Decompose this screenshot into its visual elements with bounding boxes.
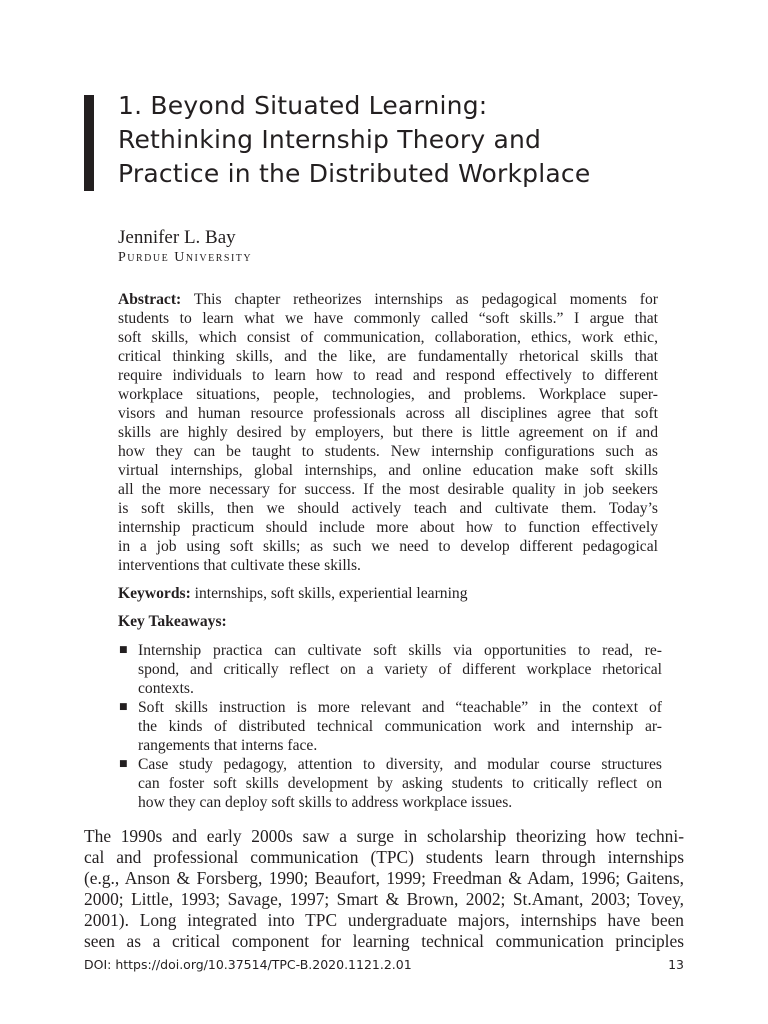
abstract-line: soft skills, which consist of communication, collaboration, ethics, work ethic, [118, 329, 658, 346]
takeaway-item-3-line: Case study pedagogy, attention to diversity, and modular course structures [138, 756, 662, 773]
bullet-icon: ■ [119, 702, 128, 712]
keywords-line [118, 584, 658, 603]
abstract-line: is soft skills, then we should actively teach and cultivate them. Today’s [118, 500, 658, 517]
bullet-icon: ■ [119, 645, 128, 655]
bullet-icon: ■ [119, 759, 128, 769]
takeaway-item-1-line: spond, and critically reflect on a variety of different workplace rhetorical [138, 661, 662, 678]
abstract-line: virtual internships, global internships, and online education make soft skills [118, 462, 658, 479]
body-text-line: 2000; Little, 1993; Savage, 1997; Smart & Brown, 2002; St.Amant, 2003; Tovey, [84, 889, 684, 909]
takeaway-item-3-line: can foster soft skills development by asking students to critically reflect on [138, 775, 662, 792]
takeaway-item-3-line: how they can deploy soft skills to address workplace issues. [138, 794, 513, 811]
abstract-line: how they can be taught to students. New internship configurations such as [118, 443, 658, 460]
abstract-line [118, 290, 658, 309]
takeaway-item-1-line: Internship practica can cultivate soft skills via opportunities to read, re- [138, 642, 662, 659]
doi-footer: DOI: https://doi.org/10.37514/TPC-B.2020.1121.2.01 [84, 957, 412, 972]
abstract-line: critical thinking skills, and the like, are fundamentally rhetorical skills that [118, 348, 658, 365]
abstract-line: visors and human resource professionals across all disciplines agree that soft [118, 405, 658, 422]
body-text-line: seen as a critical component for learning technical communication principles [84, 931, 684, 951]
author-name: Jennifer L. Bay [118, 227, 236, 248]
body-text-line: (e.g., Anson & Forsberg, 1990; Beaufort, 1999; Freedman & Adam, 1996; Gaitens, [84, 868, 684, 888]
abstract-line: all the more necessary for success. If the most desirable quality in job seekers [118, 481, 658, 498]
abstract-label: Abstract: [118, 291, 182, 308]
takeaway-item-2-line: Soft skills instruction is more relevant and “teachable” in the context of [138, 699, 662, 716]
takeaway-item-2-line: rangements that interns face. [138, 737, 318, 754]
chapter-title-bar [84, 95, 94, 191]
abstract-line: interventions that cultivate these skills. [118, 557, 361, 574]
keywords-text: internships, soft skills, experiential learning [194, 585, 468, 602]
takeaway-item-1-line: contexts. [138, 680, 194, 697]
abstract-line: students to learn what we have commonly called “soft skills.” I argue that [118, 310, 658, 327]
takeaway-item-2-line: the kinds of distributed technical communication work and internship ar- [138, 718, 662, 735]
abstract-line: in a job using soft skills; as such we need to develop different pedagogical [118, 538, 658, 555]
body-text-line: cal and professional communication (TPC) students learn through internships [84, 847, 684, 867]
abstract-line: require individuals to learn how to read and respond effectively to different [118, 367, 658, 384]
abstract-text: This chapter retheorizes internships as pedagogical moments for [193, 291, 658, 308]
abstract-line: internship practicum should include more about how to function effectively [118, 519, 658, 536]
author-affiliation: Purdue University [118, 250, 253, 265]
keywords-label: Keywords: [118, 585, 191, 602]
abstract-line: workplace situations, people, technologies, and problems. Workplace super- [118, 386, 658, 403]
chapter-title-line-3: Practice in the Distributed Workplace [118, 159, 591, 188]
takeaways-heading: Key Takeaways: [118, 613, 227, 630]
chapter-title-line-1: 1. Beyond Situated Learning: [118, 91, 488, 120]
chapter-title-line-2: Rethinking Internship Theory and [118, 125, 542, 154]
page-number: 13 [668, 957, 684, 972]
abstract-line: skills are highly desired by employers, but there is little agreement on if and [118, 424, 658, 441]
body-text-line: The 1990s and early 2000s saw a surge in scholarship theorizing how techni- [84, 826, 684, 846]
body-text-line: 2001). Long integrated into TPC undergraduate majors, internships have been [84, 910, 684, 930]
